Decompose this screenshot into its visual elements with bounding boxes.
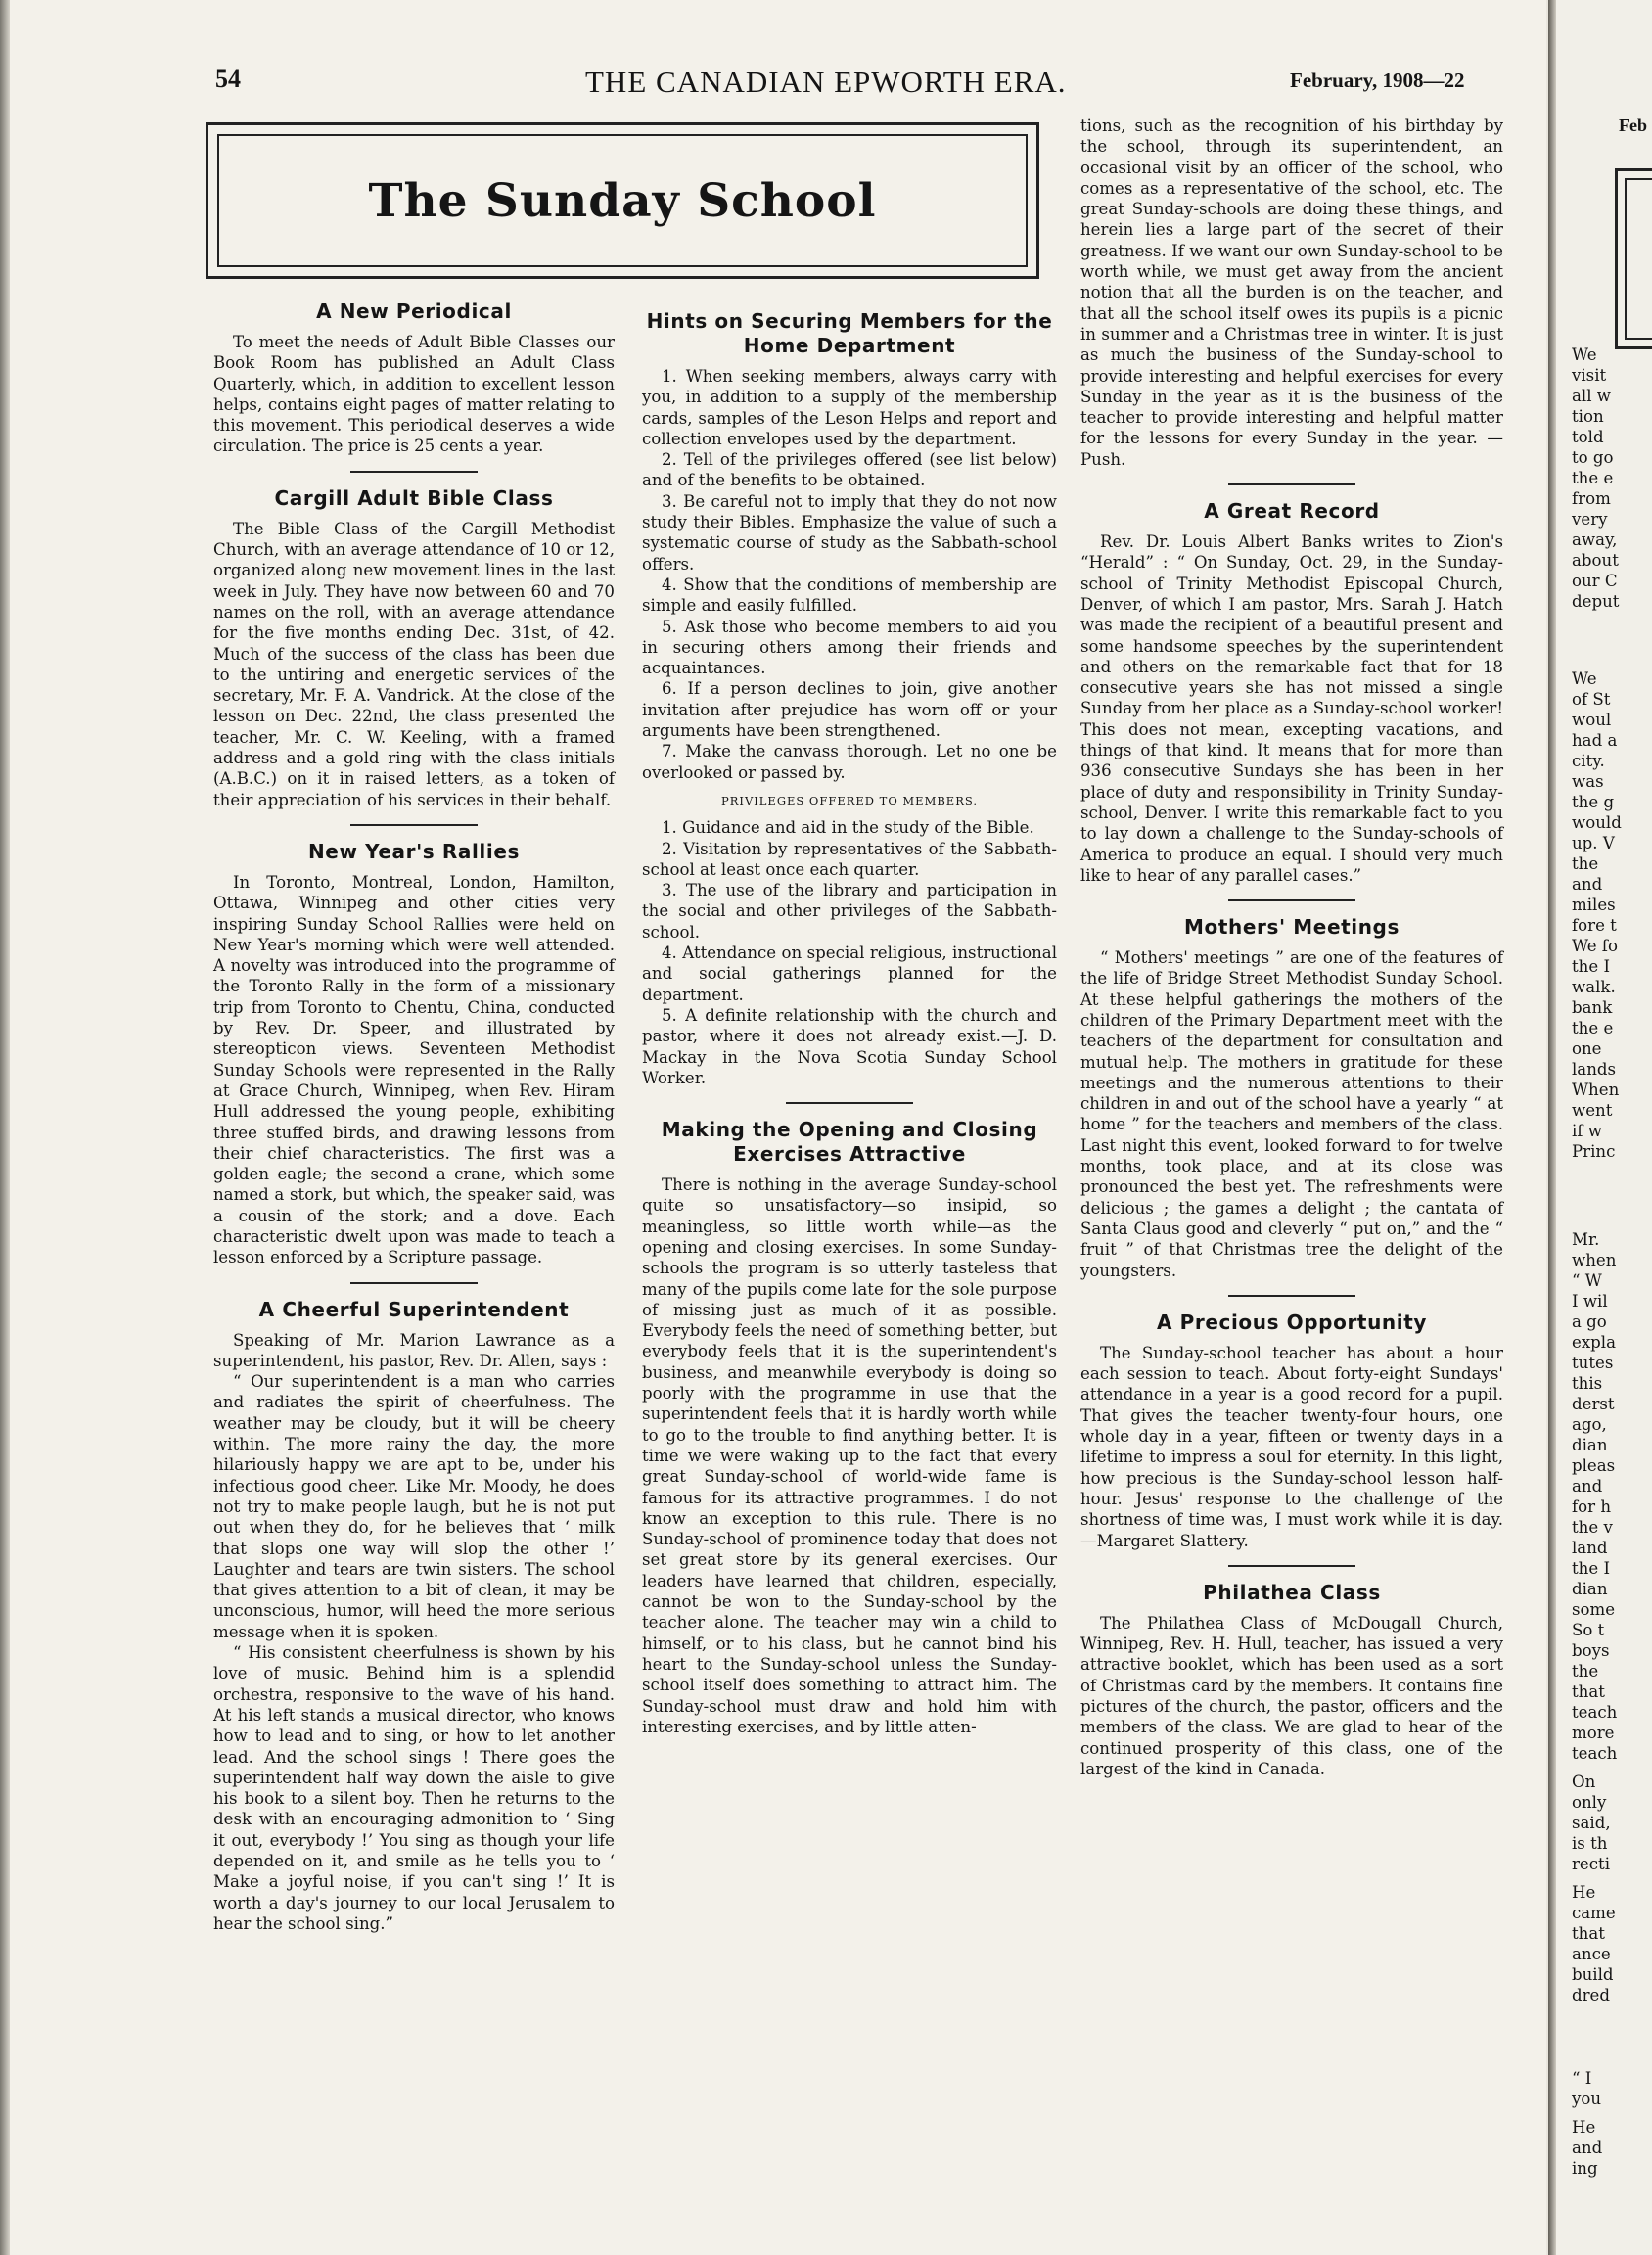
article-title: Mothers' Meetings [1184, 915, 1400, 940]
facing-page-line: dred [1572, 1986, 1610, 2004]
facing-page-line: a go [1572, 1312, 1607, 1331]
facing-page-line: the v [1572, 1518, 1613, 1537]
issue-date: February, 1908—22 [1290, 69, 1465, 92]
article-cargill-class [213, 486, 615, 810]
facing-page-line: ance [1572, 1945, 1611, 1963]
facing-page-line: one [1572, 1039, 1602, 1058]
list-item: 3. The use of the library and participation in the social and other privileges of the Sabbath-school. [642, 881, 1057, 942]
page-number: 54 [215, 65, 241, 93]
section-divider [1228, 1295, 1355, 1297]
facing-page-line: very [1572, 510, 1608, 529]
facing-page-line: the [1572, 1662, 1599, 1680]
facing-page-line: teach [1572, 1703, 1618, 1722]
facing-page-line: only [1572, 1793, 1607, 1812]
facing-page-line: pleas [1572, 1456, 1616, 1475]
section-divider [350, 1282, 478, 1284]
facing-page-line: walk. [1572, 978, 1616, 996]
facing-page-line: the e [1572, 1019, 1614, 1037]
facing-page-line: away, [1572, 530, 1618, 549]
facing-page-line: We fo [1572, 937, 1618, 955]
facing-page-line: dian [1572, 1580, 1608, 1598]
facing-page-line: you [1572, 2090, 1602, 2108]
article-precious-opportunity [1080, 1311, 1503, 1551]
article-title: A Precious Opportunity [1156, 1310, 1427, 1334]
facing-page-line: and [1572, 2139, 1603, 2157]
article-paragraph: Rev. Dr. Louis Albert Banks writes to Zion's “Herald” : “ On Sunday, Oct. 29, in the Sunday-school of Trinity Methodist Episcopal Church, Denver, of which I am pastor, Mrs. Sarah J. Hatch was made the recipient of a beautiful present and some handsome speeches by the superintendent and others on the remarkable fact that for 18 consecutive years she has not missed a single Sunday from her place as a Sunday-school worker! This does not mean, excepting vacations, and things of that kind. It means that for more than 936 consecutive Sundays she has been in her place of duty and responsibility in Trinity Sunday-school, Denver. I write this remarkable fact to you to lay down a challenge to the Sunday-schools of America to produce an equal. I should very much like to hear of any parallel cases.” [1080, 532, 1503, 885]
facing-page-line: “ I [1572, 2069, 1592, 2088]
article-home-department [642, 309, 1057, 1088]
facing-page-line: We [1572, 669, 1597, 688]
facing-page-line: if w [1572, 1122, 1602, 1140]
facing-page-line: dian [1572, 1436, 1608, 1454]
facing-page-header-fragment: Feb [1619, 115, 1647, 135]
facing-page-line: and [1572, 1477, 1603, 1496]
list-item: 5. A definite relationship with the church and pastor, where it does not already exist.—J. D. Mackay in the Nova Scotia Sunday School Worker. [642, 1005, 1057, 1087]
facing-page-line: ing [1572, 2159, 1598, 2178]
section-divider [1228, 1565, 1355, 1567]
article-paragraph: “ Mothers' meetings ” are one of the features of the life of Bridge Street Methodist Sunday School. At these helpful gatherings the mothers of the children of the Primary Department meet with the teachers of the department for consultation and mutual help. The mothers in gratitude for these meetings and the numerous attentions to their children in and out of the school have a yearly “ at home ” for the teachers and members of the class. Last night this event, looked forward to for twelve months, took place, and at its close was pronounced the best yet. The refreshments were delicious ; the games a delight ; the cantata of Santa Claus good and cleverly “ put on,” and the “ fruit ” of that Christmas tree the delight of the youngsters. [1080, 948, 1503, 1280]
facing-page-title-box-fragment [1615, 168, 1652, 349]
facing-page-line: recti [1572, 1855, 1611, 1873]
section-divider [786, 1102, 913, 1104]
article-title: A Cheerful Superintendent [258, 1297, 570, 1321]
facing-page-line: that [1572, 1924, 1605, 1943]
facing-page-line: miles [1572, 896, 1616, 914]
article-paragraph: “ Our superintendent is a man who carries and radiates the spirit of cheerfulness. The weather may be cloudy, but it will be cheery within. The more rainy the day, the more hilariously happy we are apt to be, under his infectious good cheer. Like Mr. Moody, he does not try to make people laugh, but he is not put out when they do, for he believes that ‘ milk that slops one way will slop the other !’ Laughter and tears are twin sisters. The school that gives attention to a bit of clean, it may be unconscious, humor, will heed the more serious message when it is spoken. [213, 1372, 615, 1641]
article-paragraph: Speaking of Mr. Marion Lawrance as a superintendent, his pastor, Rev. Dr. Allen, says : [213, 1330, 615, 1370]
facing-page-line: derst [1572, 1395, 1615, 1413]
list-item: 6. If a person declines to join, give another invitation after prejudice has worn off or your arguments have been strengthened. [642, 679, 1057, 741]
facing-page-line: would [1572, 813, 1622, 832]
section-divider [1228, 483, 1355, 485]
article-title: A New Periodical [316, 299, 512, 323]
article-paragraph: “ His consistent cheerfulness is shown by his love of music. Behind him is a splendid orchestra, responsive to the wave of his hand. At his left stands a musical director, who knows how to lead and to sing, or how to let another lead. And the school sings ! There goes the superintendent half way down the aisle to give his book to a silent boy. Then he returns to the desk with an encouraging admonition to ‘ Sing it out, everybody !’ You sing as though your life depended on it, and smile as he tells you to ‘ Make a joyful noise, if you can't sing !’ It is worth a day's journey to our local Jerusalem to hear the school sing.” [213, 1643, 615, 1933]
facing-page-line: told [1572, 428, 1604, 446]
column-2 [642, 309, 1057, 1737]
column-3 [1080, 115, 1503, 1779]
facing-page-line: I wil [1572, 1292, 1608, 1311]
section-title: The Sunday School [368, 173, 877, 228]
facing-page-line: is th [1572, 1834, 1608, 1853]
facing-page-line: some [1572, 1600, 1616, 1619]
facing-page-line: for h [1572, 1497, 1612, 1516]
facing-page-line: build [1572, 1965, 1614, 1984]
article-opening-exercises [642, 1118, 1057, 1737]
facing-page-line: the [1572, 854, 1599, 873]
facing-page-line: that [1572, 1682, 1605, 1701]
article-title: Hints on Securing Members for the Home Department [646, 309, 1053, 357]
subheading: PRIVILEGES OFFERED TO MEMBERS. [721, 793, 978, 807]
article-title: Philathea Class [1203, 1580, 1381, 1604]
list-item: 5. Ask those who become members to aid you in securing others among their friends and acquaintances. [642, 617, 1057, 678]
section-divider [350, 471, 478, 473]
article-paragraph: In Toronto, Montreal, London, Hamilton, Ottawa, Winnipeg and other cities very inspiring Sunday School Rallies were held on New Year's morning which were well attended. A novelty was introduced into the programme of the Toronto Rally in the form of a missionary trip from Toronto to Chentu, China, conducted by Rev. Dr. Speer, and illustrated by stereopticon views. Seventeen Methodist Sunday Schools were represented in the Rally at Grace Church, Winnipeg, when Rev. Hiram Hull addressed the young people, exhibiting three stuffed birds, and drawing lessons from their chief characteristics. The first was a golden eagle; the second a crane, which some named a stork, but which, the speaker said, was a cousin of the stork; and a dove. Each characteristic dwelt upon was made to teach a lesson enforced by a Scripture passage. [213, 872, 615, 1267]
facing-page-line: had a [1572, 731, 1618, 750]
section-title-inner-border [217, 134, 1028, 267]
article-paragraph-continued: tions, such as the recognition of his birthday by the school, through its superintendent, an occasional visit by an officer of the school, who comes as a representative of the school, etc. The great Sunday-schools are doing these things, and herein lies a large part of the secret of their greatness. If we want our own Sunday-school to be worth while, we must get away from the ancient notion that all the burden is on the teacher, and that all the school itself owes its pupils is a picnic in summer and a Christmas tree in winter. It is just as much the business of the Sunday-school to provide interesting and helpful exercises for every Sunday in the year as it is the business of the teacher to provide interesting and helpful matter for the lessons for every Sunday in the year. —Push. [1080, 116, 1503, 469]
article-paragraph: To meet the needs of Adult Bible Classes our Book Room has published an Adult Class Quarterly, which, in addition to excellent lesson helps, contains eight pages of matter relating to this movement. This periodical deserves a wide circulation. The price is 25 cents a year. [213, 333, 615, 456]
facing-page-line: was [1572, 772, 1604, 791]
facing-page-line: city. [1572, 752, 1605, 770]
facing-page-line: all w [1572, 387, 1611, 405]
article-paragraph: The Bible Class of the Cargill Methodist Church, with an average attendance of 10 or 12, organized along new movement lines in the last week in July. They have now between 60 and 70 names on the roll, with an average attendance for the five months ending Dec. 31st, of 42. Much of the success of the class has been due to the untiring and energetic services of the secretary, Mr. F. A. Vandrick. At the close of the lesson on Dec. 22nd, the class presented the teacher, Mr. C. W. Keeling, with a framed address and a gold ring with the class initials (A.B.C.) on it in raised letters, as a token of their appreciation of his services in their behalf. [213, 519, 615, 809]
facing-page-line: from [1572, 489, 1611, 508]
section-title-box [206, 122, 1039, 279]
facing-page-line: when [1572, 1251, 1617, 1269]
facing-page-line: the I [1572, 1559, 1611, 1578]
list-item: 1. When seeking members, always carry with you, in addition to a supply of the membership cards, samples of the Leson Helps and report and collection envelopes used by the department. [642, 367, 1057, 448]
list-item: 4. Attendance on special religious, instructional and social gatherings planned for the department. [642, 943, 1057, 1004]
article-paragraph: The Sunday-school teacher has about a hour each session to teach. About forty-eight Sundays' attendance in a year is a good record for a pupil. That gives the teacher twenty-four hours, one whole day in a year, fifteen or twenty days in a lifetime to impress a soul for eternity. In this light, how precious is the Sunday-school lesson half-hour. Jesus' response to the challenge of the shortness of time was, I must work while it is day.—Margaret Slattery. [1080, 1343, 1503, 1550]
facing-page-line: our C [1572, 572, 1618, 590]
facing-page-line: about [1572, 551, 1619, 570]
list-item: 3. Be careful not to imply that they do not now study their Bibles. Emphasize the value of such a systematic course of study as the Sabbath-school offers. [642, 491, 1057, 574]
page-gutter-left [0, 0, 10, 2255]
article-cheerful-superintendent [213, 1298, 615, 1935]
article-great-record [1080, 499, 1503, 886]
article-title: Cargill Adult Bible Class [274, 485, 554, 510]
facing-page-line: said, [1572, 1814, 1611, 1832]
facing-page-line: He [1572, 1883, 1596, 1902]
facing-page-line: visit [1572, 366, 1607, 385]
article-mothers-meetings [1080, 915, 1503, 1281]
facing-page-line: woul [1572, 711, 1612, 729]
facing-page-line: lands [1572, 1060, 1617, 1079]
article-title: New Year's Rallies [307, 839, 521, 863]
list-item: 4. Show that the conditions of membership are simple and easily fulfilled. [642, 575, 1057, 616]
article-title: A Great Record [1204, 499, 1380, 524]
list-item: 1. Guidance and aid in the study of the Bible. [662, 818, 1034, 838]
list-item: 2. Tell of the privileges offered (see list below) and of the benefits to be obtained. [642, 450, 1057, 490]
facing-page-line: and [1572, 875, 1603, 894]
section-divider [350, 824, 478, 826]
facing-page-line: came [1572, 1904, 1616, 1922]
facing-page-line: On [1572, 1772, 1596, 1791]
facing-page-line: the I [1572, 957, 1611, 976]
facing-page-line: deput [1572, 592, 1620, 611]
facing-page-line: the e [1572, 469, 1614, 487]
facing-page-line: We [1572, 345, 1597, 364]
facing-page-line: tion [1572, 407, 1604, 426]
facing-page-line: So t [1572, 1621, 1605, 1639]
article-paragraph: There is nothing in the average Sunday-school quite so unsatisfactory—so insipid, so meaningless, so little worth while—as the opening and closing exercises. In some Sunday-schools the program is so utterly tasteless that many of the pupils come late for the sole purpose of missing just as much of it as possible. Everybody feels the need of something better, but everybody feels that it is the superintendent's business, and meanwhile everybody is doing so poorly with the programme in use that the superintendent feels that it is hardly worth while to go to the trouble to find anything better. It is time we were waking up to the fact that every great Sunday-school of world-wide fame is famous for its attractive programmes. I do not know an exception to this rule. There is no Sunday-school of prominence today that does not set great store by its general exercises. Our leaders have learned that children, especially, cannot be won to the Sunday-school by the teacher alone. The teacher may win a child to himself, or to his class, but he cannot bind his heart to the Sunday-school unless the Sunday-school itself does something to attract him. The Sunday-school must draw and hold him with interesting exercises, and by little atten- [642, 1175, 1057, 1736]
publication-title: THE CANADIAN EPWORTH ERA. [585, 65, 1067, 99]
article-title: Making the Opening and Closing Exercises Attractive [661, 1118, 1038, 1167]
facing-page-line: boys [1572, 1641, 1610, 1660]
facing-page-line: land [1572, 1539, 1608, 1557]
facing-page-line: expla [1572, 1333, 1617, 1352]
facing-page-line: Princ [1572, 1142, 1616, 1161]
facing-page-line: teach [1572, 1744, 1618, 1763]
article-new-years-rallies [213, 840, 615, 1268]
facing-page-line: up. V [1572, 834, 1615, 852]
facing-page-line: tutes [1572, 1354, 1614, 1372]
list-item: 2. Visitation by representatives of the Sabbath-school at least once each quarter. [642, 839, 1057, 879]
facing-page-line: bank [1572, 998, 1613, 1017]
facing-page-line: “ W [1572, 1271, 1602, 1290]
section-divider [1228, 899, 1355, 901]
facing-page-line: ago, [1572, 1415, 1607, 1434]
facing-page-line: went [1572, 1101, 1613, 1120]
article-philathea-class [1080, 1581, 1503, 1779]
facing-page-line: When [1572, 1081, 1620, 1099]
column-1 [213, 299, 615, 1934]
facing-page-line: Mr. [1572, 1230, 1600, 1249]
facing-page-line: the g [1572, 793, 1615, 811]
facing-page-line: more [1572, 1724, 1615, 1742]
page-gutter-right [1548, 0, 1556, 2255]
facing-page-line: of St [1572, 690, 1611, 709]
facing-page-line: this [1572, 1374, 1603, 1393]
list-item: 7. Make the canvass thorough. Let no one be overlooked or passed by. [642, 742, 1057, 782]
facing-page-line: He [1572, 2118, 1596, 2137]
facing-page-line: fore t [1572, 916, 1617, 935]
article-new-periodical [213, 299, 615, 457]
facing-page-line: to go [1572, 448, 1614, 467]
article-paragraph: The Philathea Class of McDougall Church, Winnipeg, Rev. H. Hull, teacher, has issued a very attractive booklet, which has been used as a sort of Christmas card by the members. It contains fine pictures of the church, the pastor, officers and the members of the class. We are glad to hear of the continued prosperity of this class, one of the largest of the kind in Canada. [1080, 1613, 1503, 1778]
